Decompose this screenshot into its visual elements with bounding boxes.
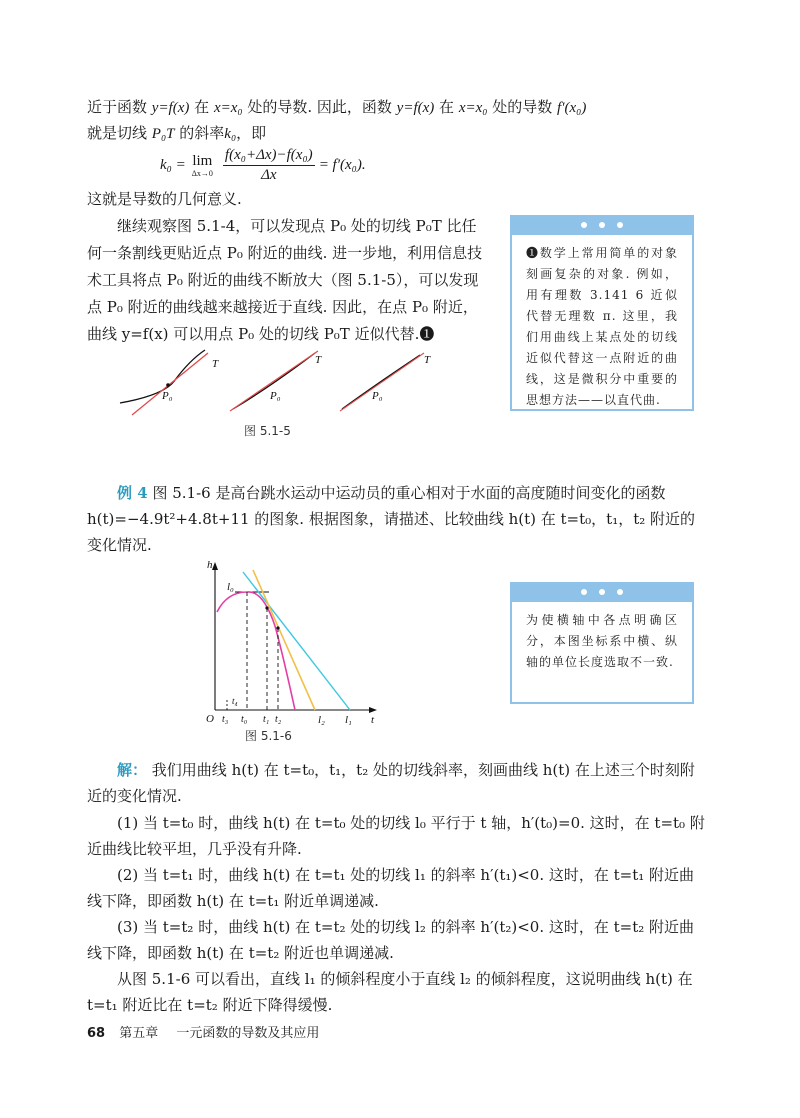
solution-intro: 解： 我们用曲线 h(t) 在 t=t₀，t₁，t₂ 处的切线斜率，刻画曲线 h(t) 在上述三个时刻附近的变化情况. [87, 761, 695, 805]
solution-case-1: (1) 当 t=t₀ 时，曲线 h(t) 在 t=t₀ 处的切线 l₀ 平行于 t 轴，h′(t₀)=0. 这时，在 t=t₀ 附近曲线比较平坦，几乎没有升降. [87, 814, 705, 858]
label-l1: l₁ [345, 714, 352, 726]
solution-label: 解： [117, 761, 148, 779]
label-P0-1: P₀ [162, 390, 173, 402]
derivative-limit-formula: k₀ = lim Δx→0 $\frac{\text{f(x₀+Δx)−f(x₀)}}{\Delta x}$ = f′(x₀). [160, 146, 366, 183]
point-t2 [276, 626, 279, 629]
label-t: t [371, 714, 375, 726]
tangent-1 [132, 353, 208, 415]
tangent-2 [230, 351, 318, 411]
tangent-l1 [243, 572, 350, 710]
page-footer [87, 1022, 319, 1041]
label-t1: t₁ [263, 714, 270, 725]
chapter-label: 第五章 [119, 1026, 159, 1041]
paragraph-tangent-approximation: 继续观察图 5.1-4，可以发现点 P₀ 处的切线 P₀T 比任何一条割线更贴近点 P₀ 附近的曲线. 进一步地，利用信息技术工具将点 P₀ 附近的曲线不断放大（图 5.1-5），可以发现点 P₀ 附近的曲线越来越接近于直线. 因此，在点 P₀ 附近，曲线 y=f(x) 可以用点 P₀ 处的切线 P₀T 近似代替.❶ [87, 217, 483, 343]
label-h: h [207, 559, 213, 571]
caption-fig-5-1-6: 图 5.1-6 [245, 729, 292, 743]
example-4: 例 4 图 5.1-6 是高台跳水运动中运动员的重心相对于水面的高度随时间变化的函数 h(t)=−4.9t²+4.8t+11 的图象. 根据图象，请描述、比较曲线 h(t) 在 t=t₀，t₁，t₂ 附近的变化情况. [87, 484, 696, 554]
label-P0-2: P₀ [270, 390, 281, 402]
side-note-header [512, 582, 692, 602]
solution-case-3: (3) 当 t=t₂ 时，曲线 h(t) 在 t=t₂ 处的切线 l₂ 的斜率 h′(t₂)<0. 这时，在 t=t₂ 附近曲线下降，即函数 h(t) 在 t=t₂ 附近也单调递减. [87, 918, 695, 962]
label-t3: t₃ [222, 714, 229, 725]
side-note-approximation: ❶数学上常用简单的对象刻画复杂的对象. 例如，用有理数 3.141 6 近似代替无理数 π. 这里，我们用曲线上某点处的切线近似代替这一点附近的曲线，这是微积分中重要的思想方法——以直代曲. [510, 215, 694, 411]
figure-5-1-5 [110, 345, 470, 415]
label-T-3: T [424, 354, 431, 366]
caption-fig-5-1-5: 图 5.1-5 [244, 424, 291, 438]
label-T-2: T [315, 354, 322, 366]
figure-5-1-6 [205, 560, 385, 730]
label-P0-3: P₀ [372, 390, 383, 402]
solution-case-2: (2) 当 t=t₁ 时，曲线 h(t) 在 t=t₁ 处的切线 l₁ 的斜率 h′(t₁)<0. 这时，在 t=t₁ 附近曲线下降，即函数 h(t) 在 t=t₁ 附近单调递减. [87, 866, 695, 910]
point-t1 [265, 606, 268, 609]
curve-h-of-t [217, 592, 295, 710]
solution-conclusion: 从图 5.1-6 可以看出，直线 l₁ 的倾斜程度小于直线 l₂ 的倾斜程度，这说明曲线 h(t) 在 t=t₁ 附近比在 t=t₂ 附近下降得缓慢. [87, 970, 693, 1014]
example-4-label: 例 4 [117, 484, 148, 502]
page-number: 68 [87, 1026, 106, 1041]
difference-quotient: $\frac{\text{f(x₀+Δx)−f(x₀)}}{\Delta x}$ [224, 146, 313, 183]
label-O: O [206, 713, 214, 725]
limit-operator: lim Δx→0 [191, 152, 213, 178]
tangent-l2 [253, 570, 315, 710]
side-note-header [512, 215, 692, 235]
label-l0: l₀ [227, 581, 234, 593]
label-t0: t₀ [241, 714, 248, 725]
t-axis-arrow [369, 707, 377, 713]
chapter-title: 一元函数的导数及其应用 [176, 1026, 320, 1041]
label-T-1: T [212, 358, 219, 370]
label-l2: l₂ [318, 714, 325, 726]
h-axis-arrow [212, 562, 218, 570]
geometric-meaning-line: 这就是导数的几何意义. [87, 190, 242, 208]
label-t2: t₂ [275, 714, 282, 725]
side-note-axis-units: 为使横轴中各点明确区分，本图坐标系中横、纵轴的单位长度选取不一致. [510, 582, 694, 704]
label-t4: t₄ [232, 696, 238, 706]
point-P0-1 [166, 383, 170, 387]
tangent-3 [340, 353, 424, 411]
paragraph-derivative-intro: 近于函数 y=f(x) 在 x=x₀ 处的导数. 因此，函数 y=f(x) 在 x=x₀ 处的导数 f′(x₀) 就是切线 P₀T 的斜率k₀，即 [87, 98, 587, 142]
